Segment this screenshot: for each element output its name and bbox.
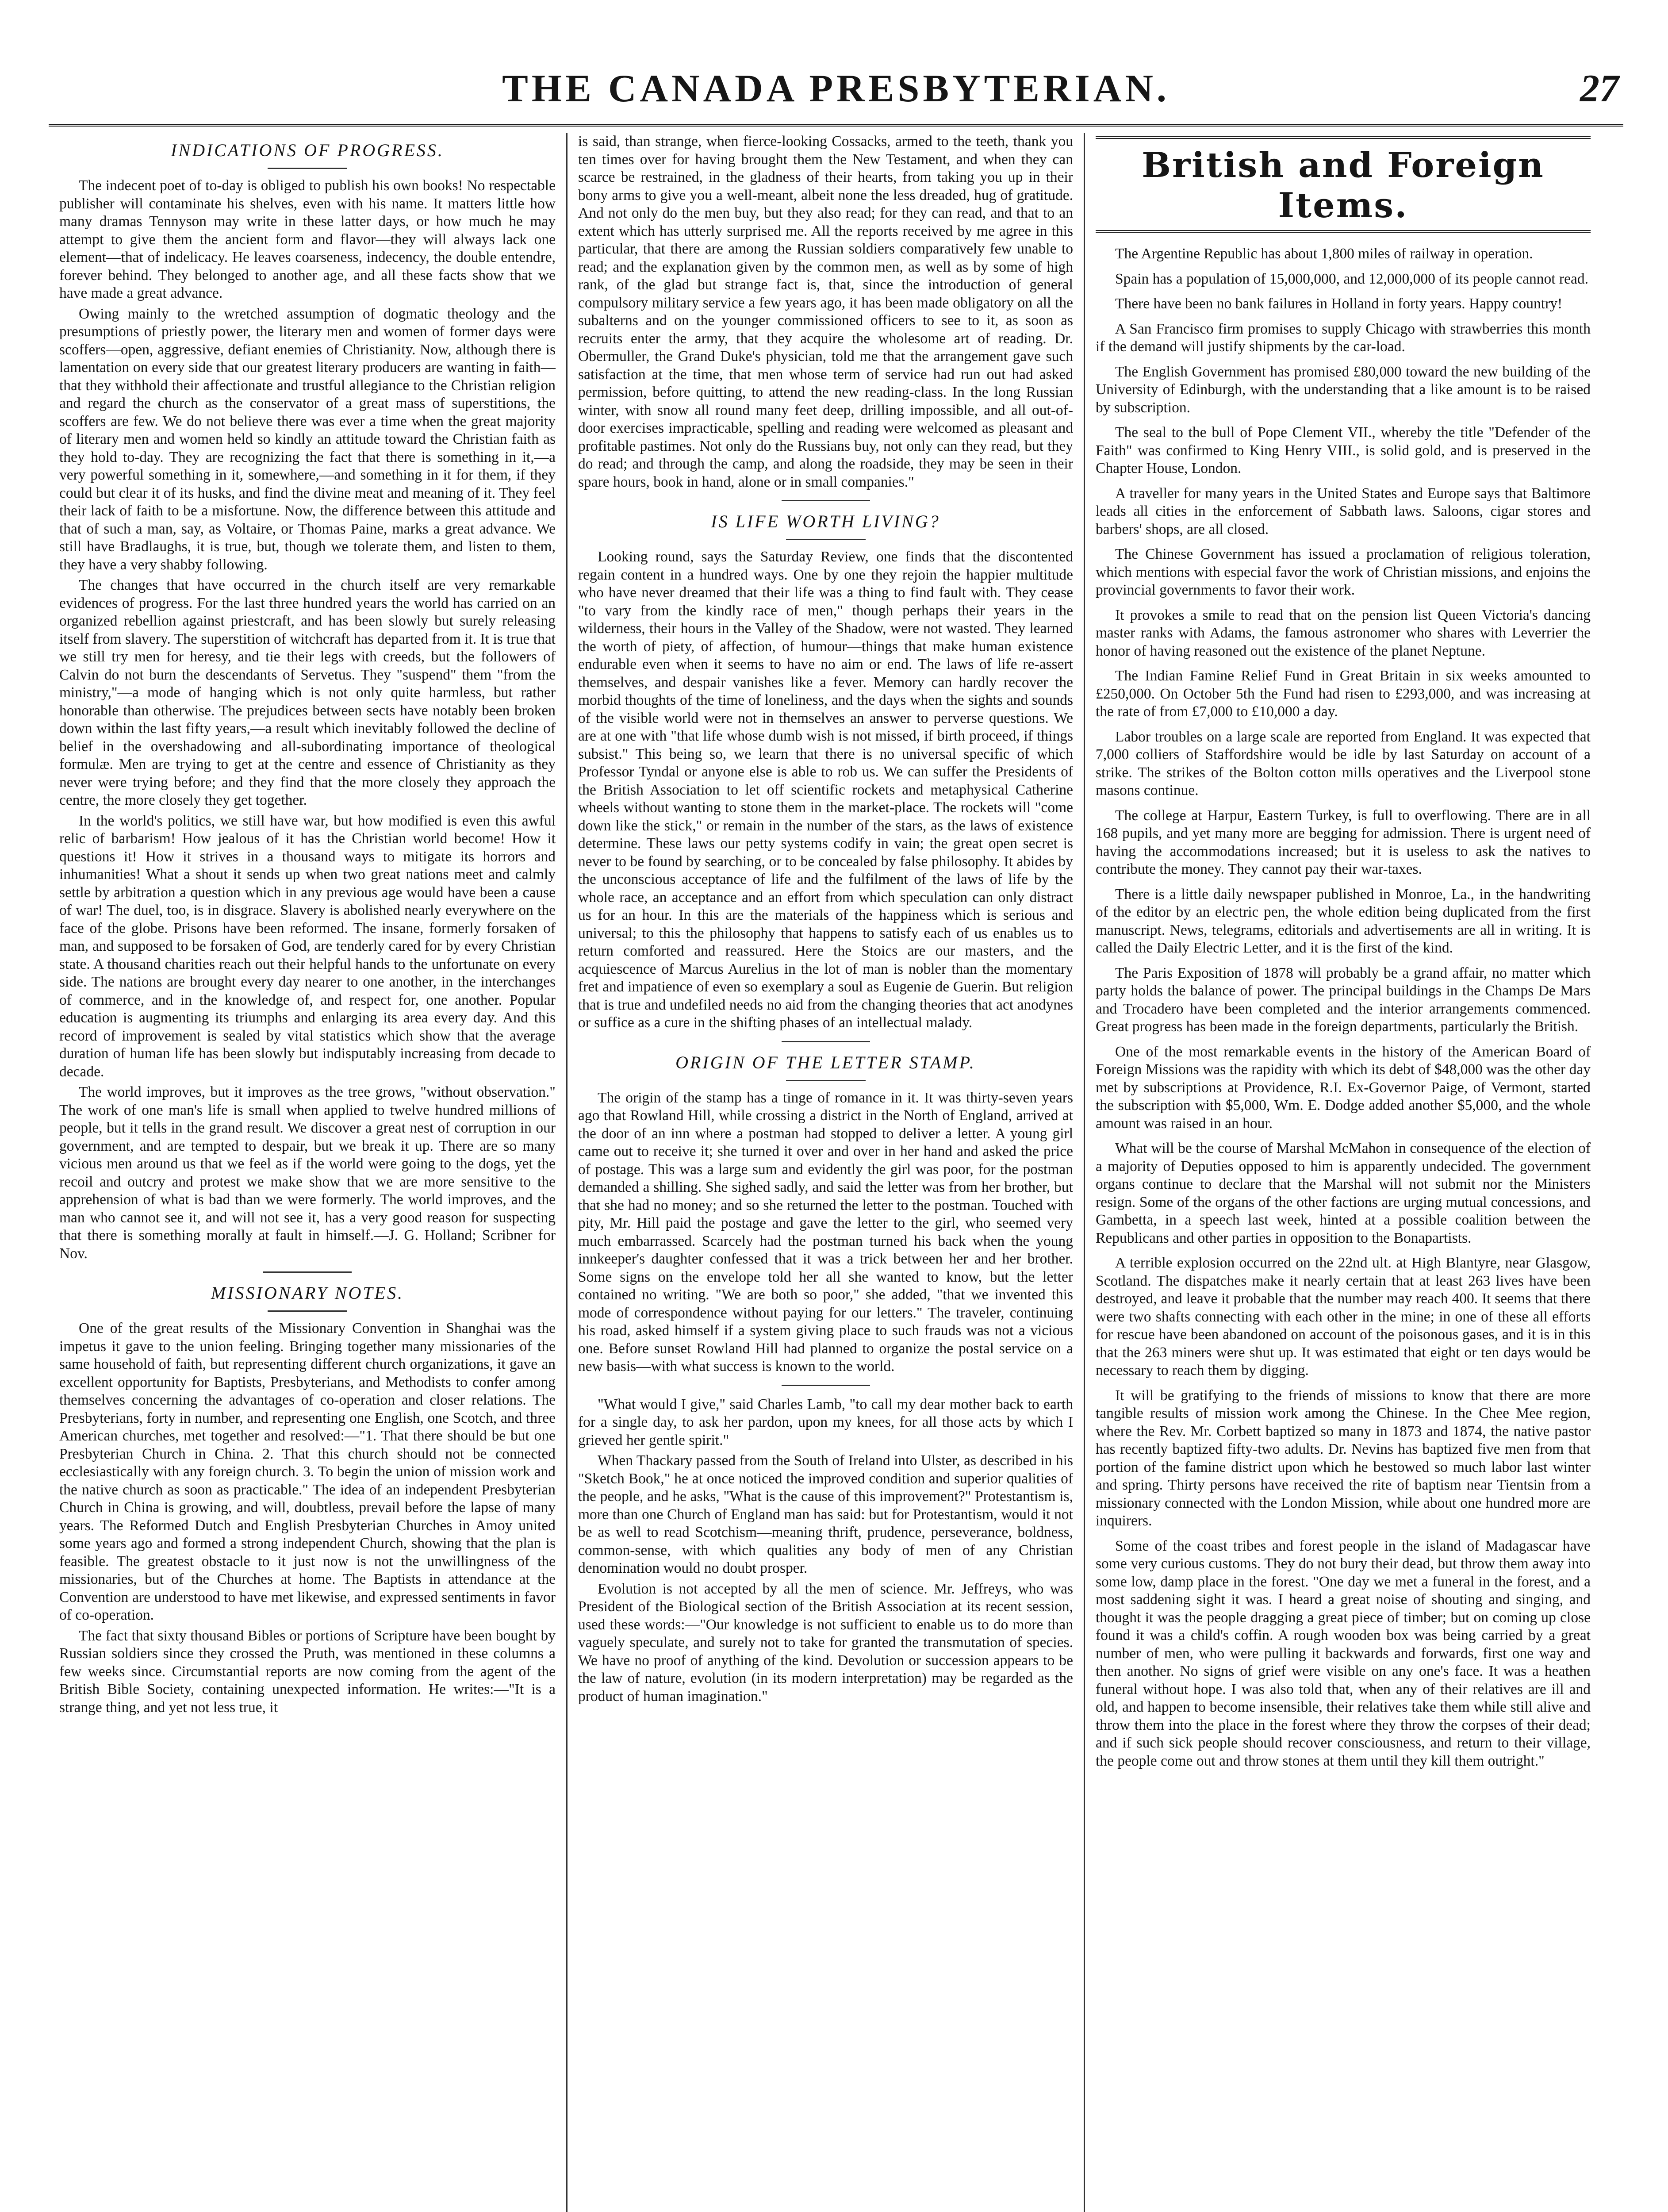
paragraph: Owing mainly to the wretched assumption of dogmatic theology and the presumptions of priestly power, the literary men and women of former days were scoffers—open, aggressive, defiant enemies of Christianity. Now, although there is lamentation on every side that our greatest literary producers are wanting in faith—that they withhold their affectionate and trustful allegiance to the Christian religion and regard the church as the conservator of a great mass of superstitions, the scoffers are few. We do not believe there was ever a time when the great majority of literary men and women held so kindly an attitude toward the Christian faith as they hold to-day. They are recognizing the fact that there is something in it,—a very powerful something in it, somewhere,—and something in it for them, if they could but clear it of its husks, and find the divine meat and meaning of it. They feel their lack of faith to be a misfortune. Now, the difference between this attitude and that of such a man, say, as Voltaire, or Thomas Paine, marks a great advance. We still have Bradlaughs, it is true, but, though we tolerate them, and listen to them, they have a very shabby following. — [59, 305, 556, 573]
heading-rule — [268, 168, 347, 169]
heading-origin-of-the-letter-stamp: ORIGIN OF THE LETTER STAMP. — [675, 1052, 976, 1072]
section-rule — [263, 1271, 352, 1273]
news-item: Spain has a population of 15,000,000, and 12,000,000 of its people cannot read. — [1115, 270, 1588, 287]
heading-british-and-foreign-items: British and Foreign Items. — [1096, 136, 1591, 233]
heading-missionary-notes: MISSIONARY NOTES. — [211, 1283, 404, 1303]
paragraph: The indecent poet of to-day is obliged to publish his own books! No respectable publisher will contaminate his shelves, even with his name. It matters little how many dramas Tennyson may write in these latter days, or how much he may attempt to give them the ancient form and flavor—they will always lack one element—that of indelicacy. He leaves coarseness, indecency, the double entendre, forever behind. They belonged to another age, and all these facts show that we have made a great advance. — [59, 177, 556, 301]
heading-is-life-worth-living: IS LIFE WORTH LIVING? — [711, 511, 940, 531]
heading-rule — [786, 1080, 866, 1081]
newspaper-page — [49, 58, 1623, 2212]
section-rule — [782, 1385, 870, 1386]
news-item: It will be gratifying to the friends of missions to know that there are more tangible results of mission work among the Chinese. In the Chee Mee region, where the Rev. Mr. Corbett baptized so many in 1873 and 1874, the native pastor has recently baptized fifty-two adults. Dr. Nevins has baptized five men from that portion of the famine district upon which he bestowed so much labor last winter and spring. Thirty persons have received the rite of baptism near Tientsin from a missionary connected with the London Mission, while about one hundred more are inquirers. — [1096, 1387, 1591, 1529]
heading-indications-of-progress: INDICATIONS OF PROGRESS. — [171, 140, 444, 160]
column-middle — [566, 133, 1084, 2212]
article-columns — [49, 133, 1623, 2212]
news-item: Labor troubles on a large scale are reported from England. It was expected that 7,000 colliers of Staffordshire would be idle by last Saturday on account of a strike. The strikes of the Bolton cotton mills operatives and the Liverpool stone masons continue. — [1096, 728, 1591, 799]
paragraph: Looking round, says the Saturday Review, one finds that the discontented regain content in a hundred ways. One by one they rejoin the happier multitude who have never dreamed that their life was a thing to find fault with. They cease "to vary from the kindly race of men," though perhaps their years in the wilderness, their hours in the Valley of the Shadow, were not wasted. They learned the worth of piety, of affection, of humour—things that make human existence endurable even when it seems to have no aim or end. The laws of life re-assert themselves, and despair vanishes like a fever. Memory can hardly recover the morbid thoughts of the time of loneliness, and the days when the sights and sounds of the visible world were not in themselves an answer to perverse questions. We are at one with "that life whose dumb wish is not missed, if birth proceed, if things subsist." This being so, we learn that there is no universal specific of which Professor Tyndal or anyone else is able to rob us. We can suffer the Presidents of the British Association to let off scientific rockets and metaphysical Catherine wheels without wanting to stone them in the market-place. The rockets will "come down like the stick," or remain in the number of the stars, as the laws of existence determine. These laws our petty systems codify in vain; the great open secret is never to be found by searching, or to be concealed by false philosophy. It abides by the unconscious acceptance of life and the fulfilment of the laws of life by the whole race, an acceptance and an effort from which speculation can only distract us for an hour. In this are the materials of the happiness which is serious and universal; to this the philosophy that happens to satisfy each of us enables us to return comforted and reassured. Here the Stoics are our masters, and the acquiescence of Marcus Aurelius in the lot of man is nobler than the momentary fret and impatience of even so exemplary a soul as Eugenie de Guerin. But religion that is true and undefiled needs no aid from the changing theories that act anodynes or suffice as a cure in the shifting phases of an intellectual malady. — [578, 549, 1073, 1031]
paragraph: The changes that have occurred in the church itself are very remarkable evidences of progress. For the last three hundred years the world has carried on an organized rebellion against priestcraft, and has been slowly but surely releasing itself from slavery. The superstition of witchcraft has departed from it. It is true that we still try men for heresy, and tie their legs with creeds, but the followers of Calvin do not burn the descendants of Servetus. They "suspend" them "from the ministry,"—a mode of hanging which is not only quite harmless, but rather honorable than otherwise. The prejudices between sects have notably been broken down within the last fifty years,—a result which inevitably followed the decline of belief in the overshadowing and all-subordinating importance of theological formulæ. Men are trying to get at the centre and essence of Christianity as they never were trying before; and they find that the more closely they approach the centre, the more closely they get together. — [59, 577, 556, 808]
news-item: What will be the course of Marshal McMahon in consequence of the election of a majority of Deputies opposed to him is apparently undecided. The government organs continue to declare that the Marshal will not submit nor the Ministers resign. Some of the organs of the other factions are urging mutual concessions, and Gambetta, in a speech last week, hinted at a possible coalition between the Republicans and other parties in opposition to the Bonapartists. — [1096, 1140, 1591, 1246]
page-number: 27 — [1580, 67, 1619, 110]
news-item: Some of the coast tribes and forest people in the island of Madagascar have some very curious customs. They do not bury their dead, but throw them away into some low, damp place in the forest. "One day we met a funeral in the forest, and a most saddening sight it was. I heard a great noise of shouting and singing, and thought it was the people dragging a great piece of timber; but on coming up close found it was a child's coffin. A rough wooden box was being carried by a great number of men, who were pulling it backwards and forwards, first one way and then another. No signs of grief were visible on any one's face. It was a heathen funeral without hope. I was also told that, when any of their relatives are ill and old, and happen to become insensible, their relatives take them while still alive and throw them into the place in the forest where they throw the corpses of their dead; and if such sick people should recover consciousness, and return to their village, the people come out and throw stones at them until they kill them outright." — [1096, 1537, 1591, 1769]
paragraph: Evolution is not accepted by all the men of science. Mr. Jeffreys, who was President of the Biological section of the British Association at its recent session, used these words:—"Our knowledge is not sufficient to enable us to do more than vaguely speculate, and surely not to take for granted the transmutation of species. We have no proof of anything of the kind. Devolution or succession appears to be the law of nature, evolution (in its modern interpretation) may be regarded as the product of human imagination." — [578, 1580, 1073, 1705]
news-item: The Paris Exposition of 1878 will probably be a grand affair, no matter which party holds the balance of power. The principal buildings in the Champs De Mars and Trocadero have been completed and the interior arrangements commenced. Great progress has been made in the foreign departments, particularly the British. — [1096, 964, 1591, 1035]
news-item: The college at Harpur, Eastern Turkey, is full to overflowing. There are in all 168 pupils, and yet many more are begging for admission. There is urgent need of having the accommodations increased; but it is useless to ask the natives to contribute the money. They cannot pay their war-taxes. — [1096, 807, 1591, 877]
paragraph: When Thackary passed from the South of Ireland into Ulster, as described in his "Sketch Book," he at once noticed the improved condition and superior qualities of the people, and he asks, "What is the cause of this improvement?" Protestantism is, more than one Church of England man has said: but for Protestantism, would it not be as well to read Scotchism—meaning thrift, prudence, perseverance, boldness, common-sense, with which qualities any body of men of any Christian denomination would no doubt prosper. — [578, 1452, 1073, 1576]
masthead — [49, 58, 1623, 127]
news-item: There have been no bank failures in Holland in forty years. Happy country! — [1115, 296, 1563, 312]
column-right — [1084, 133, 1601, 2212]
news-item: The Chinese Government has issued a proclamation of religious toleration, which mentions with especial favor the work of Christian missions, and enjoins the provincial governments to favor their work. — [1096, 546, 1591, 598]
news-item: A San Francisco firm promises to supply Chicago with strawberries this month if the demand will justify shipments by the car-load. — [1096, 320, 1591, 355]
news-item: The seal to the bull of Pope Clement VII., whereby the title "Defender of the Faith" was confirmed to King Henry VIII., is solid gold, and is preserved in the Chapter House, London. — [1096, 424, 1591, 476]
paragraph: The world improves, but it improves as the tree grows, "without observation." The work of one man's life is small when applied to twelve hundred millions of people, but it tells in the grand result. We discover a great nest of corruption in our government, and are tempted to despair, but we break it up. There are so many vicious men around us that we feel as if the world were going to the dogs, yet the recoil and outcry and protest we make show that we are more sensitive to the apprehension of what is bad than we were formerly. The world improves, and the man who cannot see it, and will not see it, has a very good reason for suspecting that there is something morally at fault in himself.—J. G. Holland; Scribner for Nov. — [59, 1084, 556, 1262]
heading-rule — [268, 1310, 347, 1312]
paragraph: One of the great results of the Missionary Convention in Shanghai was the impetus it gave to the union feeling. Bringing together many missionaries of the same household of faith, but representing different church organizations, it gave an excellent opportunity for Baptists, Presbyterians, and Methodists to confer among themselves concerning the advantages of co-operation and closer relations. The Presbyterians, forty in number, and representing one English, one Scotch, and three American churches, met together and resolved:—"1. That there should be but one Presbyterian Church in China. 2. That this church should not be connected ecclesiastically with any foreign church. 3. To begin the union of mission work and the native church as soon as practicable." The idea of an independent Presbyterian Church in China is growing, and will, doubtless, prevail before the lapse of many years. The Reformed Dutch and English Presbyterian Churches in Amoy united some years ago and formed a strong independent Church, showing that the plan is feasible. The greatest obstacle to it just now is not the unwillingness of the missionaries, but of the Churches at home. The Baptists in attendance at the Convention are understood to have met likewise, and expressed sentiments in favor of co-operation. — [59, 1320, 556, 1623]
news-item: One of the most remarkable events in the history of the American Board of Foreign Missions was the rapidity with which its debt of $48,000 was the other day met by subscriptions at Providence, R.I. Ex-Governor Paige, of Vermont, started the subscription with $5,000, Wm. E. Dodge added another $5,000, and the whole amount was raised in an hour. — [1096, 1043, 1591, 1132]
news-item: It provokes a smile to read that on the pension list Queen Victoria's dancing master ranks with Adams, the famous astronomer who shares with Leverrier the honor of having reasoned out the existence of the planet Neptune. — [1096, 607, 1591, 659]
heading-rule — [786, 539, 866, 540]
news-item: A traveller for many years in the United States and Europe says that Baltimore leads all cities in the enforcement of Sabbath laws. Saloons, cigar stores and barbers' shops, are all closed. — [1096, 485, 1591, 538]
paragraph: is said, than strange, when fierce-looking Cossacks, armed to the teeth, thank you ten times over for having brought them the New Testament, and when they can scarce be restrained, in the gladness of their hearts, from taking you up in their bony arms to give you a well-meant, albeit none the less dreaded, hug of gratitude. And not only do the men buy, but they also read; for they can read, and that to an extent which has utterly surprised me. All the reports received by me agree in this particular, that there are among the Russian soldiers comparatively few unable to read; and the explanation given by the common men, as well as by some of high rank, of the glad but strange fact is, that, since the introduction of general compulsory military service a few years ago, it has been made obligatory on all the subalterns and on the younger commissioned officers to see to it, as soon as recruits enter the army, that they acquire the wholesome art of reading. Dr. Obermuller, the Grand Duke's physician, told me that the arrangement gave such satisfaction at the time, that men whose term of service had run out had asked permission, before quitting, to attend the new reading-class. In the long Russian winter, with snow all round many feet deep, drilling impossible, and all out-of-door exercises impracticable, spelling and reading were welcomed as pleasant and profitable pastimes. Not only do the Russians buy, not only can they read, but they do read; and through the camp, and along the roadside, they may be seen in their spare hours, book in hand, alone or in small companies." — [578, 133, 1073, 490]
news-item: The Argentine Republic has about 1,800 miles of railway in operation. — [1115, 246, 1533, 262]
section-rule — [782, 500, 870, 501]
paragraph: In the world's politics, we still have war, but how modified is even this awful relic of barbarism! How jealous of it has the Christian world become! How it questions it! How it strives in a thousand ways to mitigate its horrors and inhumanities! What a shout it sends up when two great nations meet and calmly settle by arbitration a question which in any previous age would have been a cause of war! The duel, too, is in disgrace. Slavery is abolished nearly everywhere on the face of the globe. Prisons have been reformed. The insane, formerly forsaken of man, and supposed to be forsaken of God, are tenderly cared for by every Christian state. A thousand charities reach out their helpful hands to the unfortunate on every side. The nations are brought every day nearer to one another, in the interchanges of commerce, and in the knowledge of, and respect for, one another. Popular education is augmenting its triumphs and enlarging its area every day. And this record of improvement is sealed by vital statistics which show that the average duration of human life has been slowly but indisputably increasing from decade to decade. — [59, 812, 556, 1080]
paragraph: The origin of the stamp has a tinge of romance in it. It was thirty-seven years ago that Rowland Hill, while crossing a district in the North of England, arrived at the door of an inn where a postman had stopped to deliver a letter. A young girl came out to receive it; she turned it over and over in her hand and asked the price of postage. This was a large sum and evidently the girl was poor, for the postman demanded a shilling. She sighed sadly, and said the letter was from her brother, but that she had no money; and so she returned the letter to the postman. Touched with pity, Mr. Hill paid the postage and gave the letter to the girl, who seemed very much embarrassed. Scarcely had the postman turned his back when the young innkeeper's daughter confessed that it was a trick between her and her brother. Some signs on the envelope told her all she wanted to know, but the letter contained no writing. "We are both so poor," she added, "that we invented this mode of correspondence without paying for our letters." The traveler, continuing his road, asked himself if a system giving place to such frauds was not a vicious one. Before sunset Rowland Hill had planned to organize the postal service on a new basis—with what success is known to the world. — [578, 1089, 1073, 1375]
news-item: The English Government has promised £80,000 toward the new building of the University of Edinburgh, with the understanding that a like amount is to be raised by subscription. — [1096, 363, 1591, 416]
news-items-list — [1096, 245, 1591, 1770]
paragraph: "What would I give," said Charles Lamb, "to call my dear mother back to earth for a single day, to ask her pardon, upon my knees, for all those acts by which I grieved her gentle spirit." — [578, 1396, 1073, 1448]
paragraph: The fact that sixty thousand Bibles or portions of Scripture have been bought by Russian soldiers since they crossed the Pruth, was mentioned in these columns a few weeks since. Circumstantial reports are now coming from the agent of the British Bible Society, containing unexpected information. He writes:—"It is a strange thing, and yet not less true, it — [59, 1627, 556, 1716]
section-rule — [782, 1041, 870, 1042]
news-item: A terrible explosion occurred on the 22nd ult. at High Blantyre, near Glasgow, Scotland. The dispatches make it nearly certain that at least 263 lives have been destroyed, and leave it probable that the number may reach 400. It seems that there were two shafts connecting with each other in the mine; in one of these all efforts for rescue have been abandoned on account of the poisonous gases, and it is in this that the 263 miners were shut up. It was estimated that eight or ten days would be necessary to reach them by digging. — [1096, 1255, 1591, 1379]
newspaper-title: THE CANADA PRESBYTERIAN. — [502, 67, 1170, 110]
news-item: There is a little daily newspaper published in Monroe, La., in the handwriting of the editor by an electric pen, the whole edition being duplicated from the first manuscript. News, telegrams, editorials and advertisements are all in writing. It is called the Daily Electric Letter, and it is the first of the kind. — [1096, 886, 1591, 956]
column-left — [49, 133, 566, 2212]
news-item: The Indian Famine Relief Fund in Great Britain in six weeks amounted to £250,000. On October 5th the Fund had risen to £293,000, and was increasing at the rate of from £7,000 to £10,000 a day. — [1096, 668, 1591, 720]
